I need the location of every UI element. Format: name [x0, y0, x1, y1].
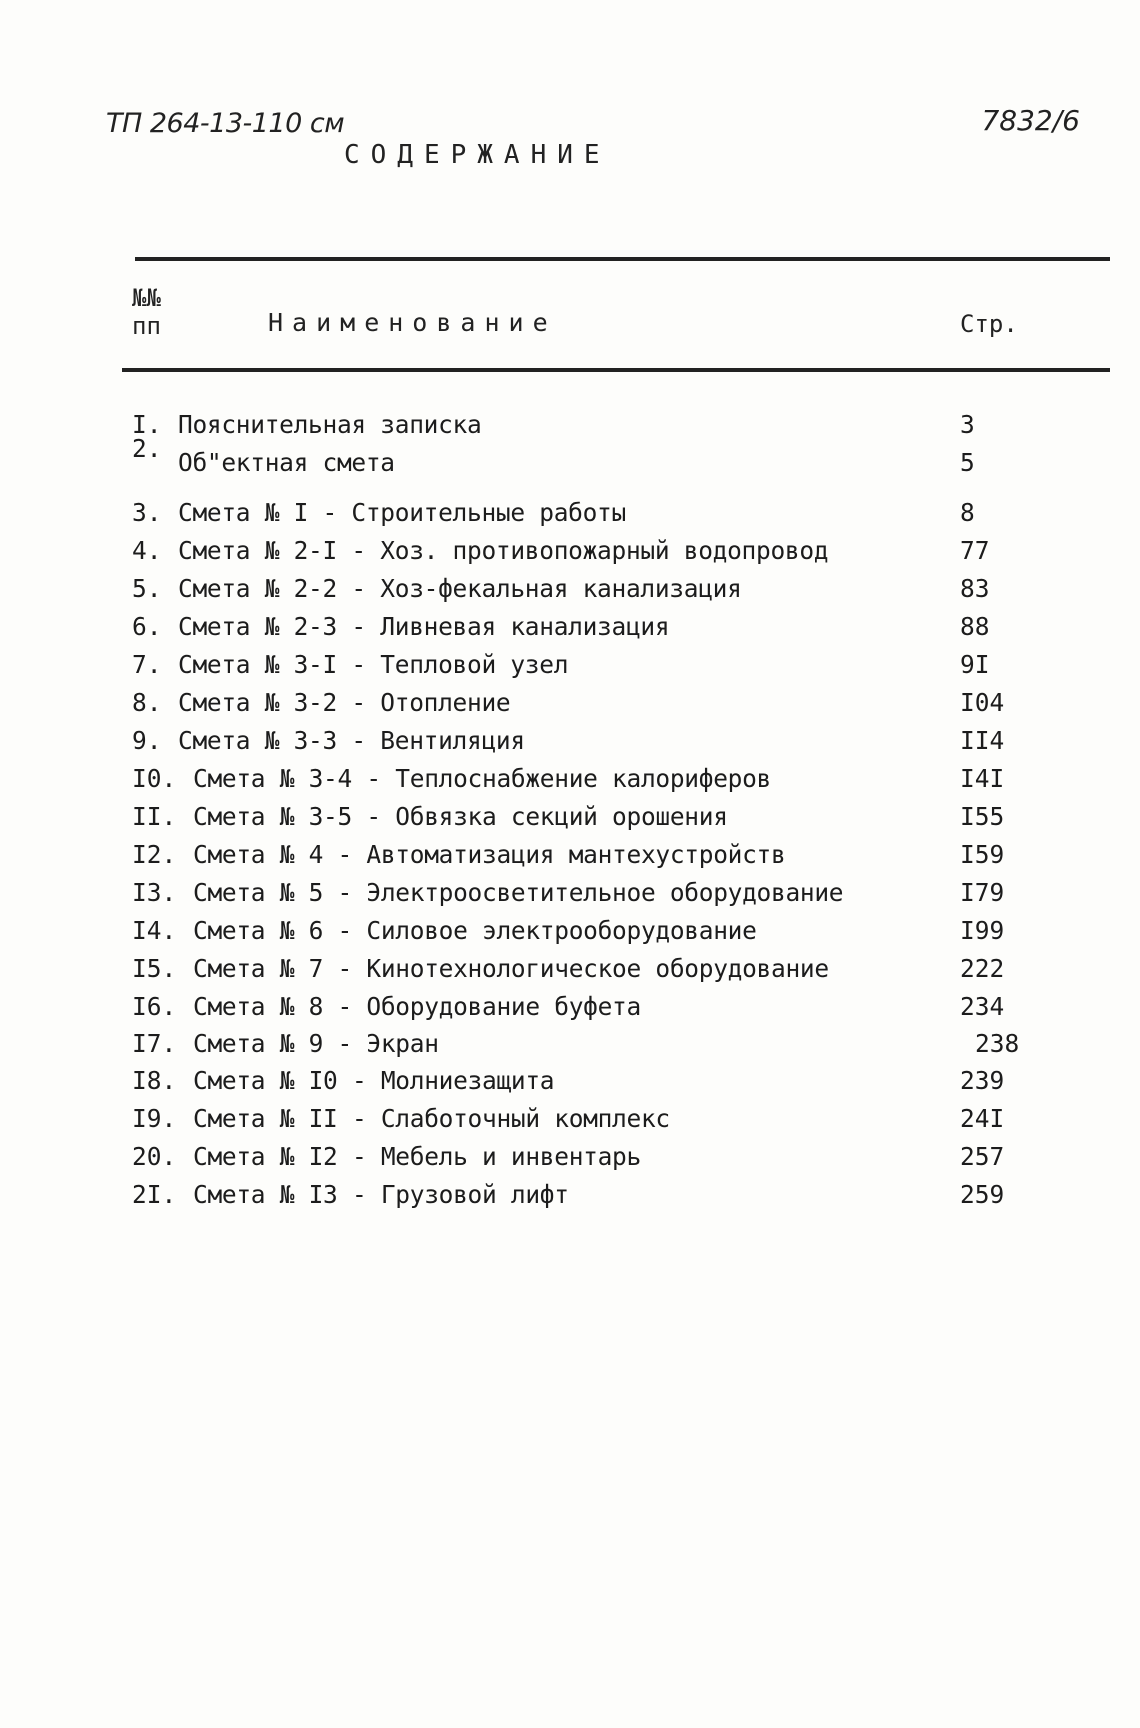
toc-row-page: 259 [960, 1180, 1005, 1209]
toc-row-number: I3. [132, 878, 177, 907]
toc-row-title: Смета № 2-I - Хоз. противопожарный водопровод [178, 536, 829, 565]
toc-row-page: 88 [960, 612, 990, 641]
document-code: ТП 264-13-110 см [106, 108, 345, 139]
toc-row-page: I99 [960, 916, 1005, 945]
toc-row-title: Смета № II - Слаботочный комплекс [193, 1104, 670, 1133]
toc-row-page: 222 [960, 954, 1005, 983]
toc-row-number: 6. [132, 612, 162, 641]
toc-row-number: 5. [132, 574, 162, 603]
toc-row [0, 954, 1140, 990]
toc-row-number: I2. [132, 840, 177, 869]
toc-row [0, 434, 1140, 484]
toc-row [0, 840, 1140, 876]
column-header-number-line1: №№ [132, 284, 161, 312]
toc-row [0, 802, 1140, 838]
toc-row [0, 688, 1140, 724]
toc-row-page: I79 [960, 878, 1005, 907]
toc-row-number: I9. [132, 1104, 177, 1133]
toc-row [0, 1142, 1140, 1178]
toc-row-title: Пояснительная записка [178, 410, 482, 439]
toc-row [0, 1029, 1140, 1065]
toc-row-title: Смета № I2 - Мебель и инвентарь [193, 1142, 641, 1171]
toc-row-page: 9I [960, 650, 990, 679]
toc-row [0, 1066, 1140, 1102]
toc-row-page: 238 [975, 1029, 1020, 1058]
toc-row-number: 20. [132, 1142, 177, 1171]
column-header-name: Наименование [268, 308, 557, 337]
toc-row-number: 9. [132, 726, 162, 755]
toc-row-title: Смета № 2-2 - Хоз-фекальная канализация [178, 574, 742, 603]
toc-row-number: I. [132, 410, 162, 439]
toc-row-number: 7. [132, 650, 162, 679]
sheet-number: 7832/6 [981, 104, 1080, 137]
column-header-number-line2: пп [132, 312, 161, 340]
toc-row-page: 239 [960, 1066, 1005, 1095]
toc-row-title: Смета № I0 - Молниезащита [193, 1066, 555, 1095]
toc-row [0, 410, 1140, 446]
toc-row-page: 234 [960, 992, 1005, 1021]
toc-row-number: I8. [132, 1066, 177, 1095]
toc-row [0, 650, 1140, 686]
toc-row-number: II. [132, 802, 177, 831]
toc-row-title: Смета № 9 - Экран [193, 1029, 439, 1058]
toc-row-number: I4. [132, 916, 177, 945]
toc-row-title: Смета № I3 - Грузовой лифт [193, 1180, 569, 1209]
toc-row-page: I59 [960, 840, 1005, 869]
toc-row [0, 1104, 1140, 1140]
toc-row [0, 992, 1140, 1028]
toc-row-page: II4 [960, 726, 1005, 755]
toc-row-title: Об"ектная смета [178, 448, 395, 477]
toc-row [0, 536, 1140, 572]
toc-row-number: 8. [132, 688, 162, 717]
toc-row [0, 764, 1140, 800]
toc-row-page: 5 [960, 448, 975, 477]
toc-row-page: 257 [960, 1142, 1005, 1171]
toc-row-page: 8 [960, 498, 975, 527]
toc-row [0, 878, 1140, 914]
toc-row-number: I6. [132, 992, 177, 1021]
toc-row [0, 726, 1140, 762]
toc-row [0, 498, 1140, 534]
toc-row-number: 2. [132, 434, 162, 463]
toc-row-title: Смета № 7 - Кинотехнологическое оборудование [193, 954, 829, 983]
toc-row-title: Смета № 3-I - Тепловой узел [178, 650, 569, 679]
toc-row-title: Смета № 3-5 - Обвязка секций орошения [193, 802, 728, 831]
toc-row-number: I0. [132, 764, 177, 793]
toc-row-page: I04 [960, 688, 1005, 717]
toc-row-number: I5. [132, 954, 177, 983]
toc-row-title: Смета № 8 - Оборудование буфета [193, 992, 641, 1021]
toc-row-title: Смета № 2-3 - Ливневая канализация [178, 612, 670, 641]
toc-row-number: 3. [132, 498, 162, 527]
toc-row-page: I4I [960, 764, 1005, 793]
page-title: СОДЕРЖАНИЕ [344, 140, 611, 170]
toc-row-page: I55 [960, 802, 1005, 831]
column-header-page: Стр. [960, 310, 1018, 338]
toc-row [0, 574, 1140, 610]
toc-row-page: 24I [960, 1104, 1005, 1133]
toc-row-title: Смета № 3-2 - Отопление [178, 688, 511, 717]
toc-row-title: Смета № 3-4 - Теплоснабжение калориферов [193, 764, 772, 793]
toc-row [0, 612, 1140, 648]
toc-row [0, 1180, 1140, 1216]
toc-row-title: Смета № 5 - Электроосветительное оборудование [193, 878, 844, 907]
toc-row-page: 77 [960, 536, 990, 565]
toc-row-number: I7. [132, 1029, 177, 1058]
toc-row-number: 2I. [132, 1180, 177, 1209]
toc-row-title: Смета № 4 - Автоматизация мантехустройств [193, 840, 786, 869]
toc-row-title: Смета № I - Строительные работы [178, 498, 626, 527]
toc-row-title: Смета № 3-3 - Вентиляция [178, 726, 525, 755]
toc-row-page: 83 [960, 574, 990, 603]
toc-row-title: Смета № 6 - Силовое электрооборудование [193, 916, 757, 945]
toc-row-number: 4. [132, 536, 162, 565]
toc-row-page: 3 [960, 410, 975, 439]
toc-row [0, 916, 1140, 952]
